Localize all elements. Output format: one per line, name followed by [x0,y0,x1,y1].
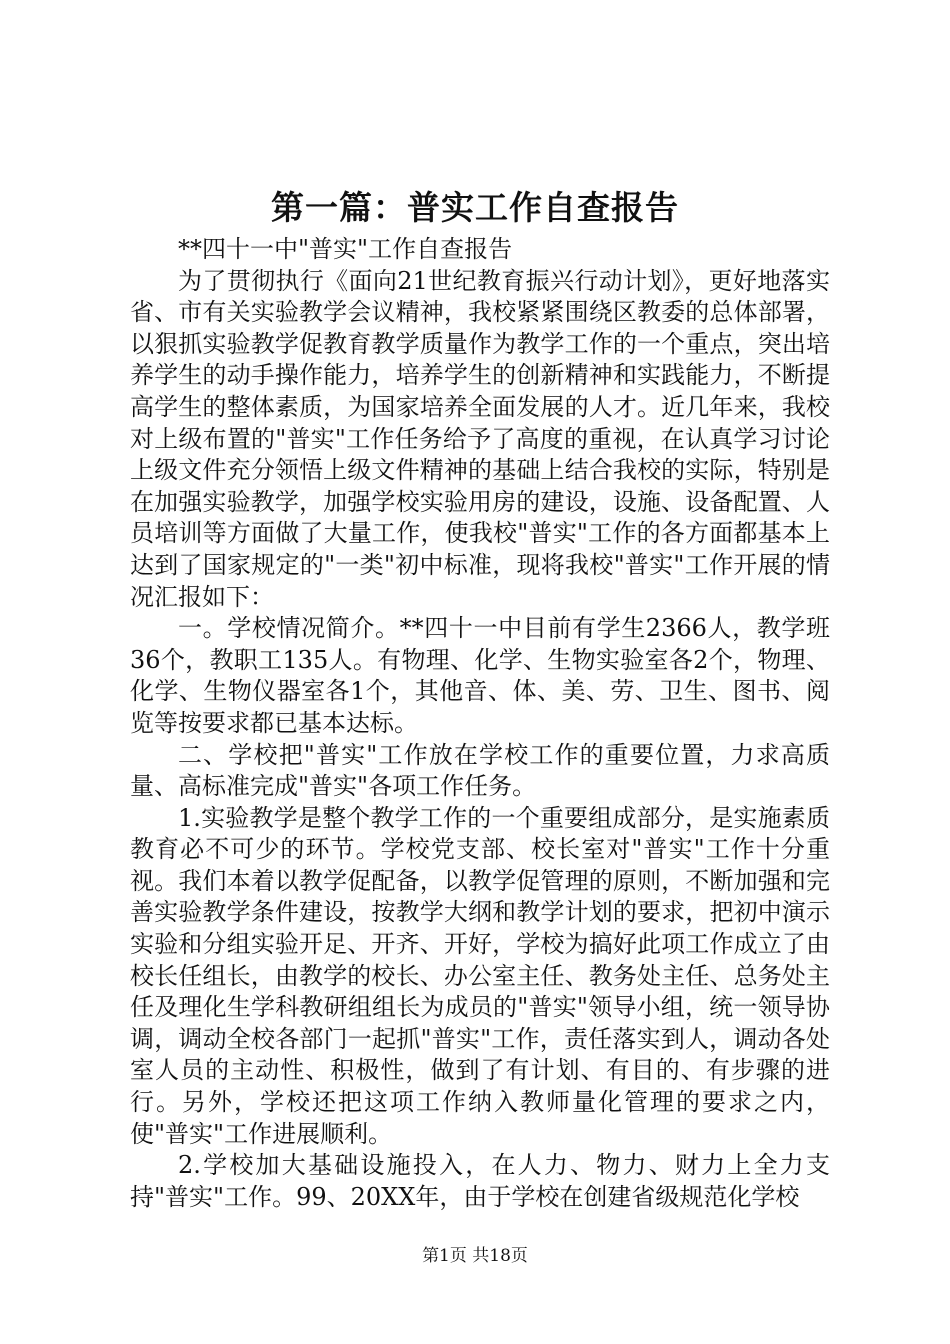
document-body [130,234,830,1213]
paragraph-item-1: 1.实验教学是整个教学工作的一个重要组成部分，是实施素质教育必不可少的环节。学校党支部、校长室对"普实"工作十分重视。我们本着以教学促配备，以教学促管理的原则，不断加强和完善实验教学条件建设，按教学大纲和教学计划的要求，把初中演示实验和分组实验开足、开齐、开好，学校为搞好此项工作成立了由校长任组长，由教学的校长、办公室主任、教务处主任、总务处主任及理化生学科教研组组长为成员的"普实"领导小组，统一领导协调，调动全校各部门一起抓"普实"工作，责任落实到人，调动各处室人员的主动性、积极性，做到了有计划、有目的、有步骤的进行。另外，学校还把这项工作纳入教师量化管理的要求之内，使"普实"工作进展顺利。 [130,803,830,1148]
paragraph-item-2: 2.学校加大基础设施投入，在人力、物力、财力上全力支持"普实"工作。99、20XX年，由于学校在创建省级规范化学校 [130,1151,830,1211]
page-footer: 第1页 共18页 [422,1246,528,1266]
document-title: 第一篇：普实工作自查报告 [271,188,679,227]
document-subtitle: **四十一中"普实"工作自查报告 [178,235,513,263]
paragraph-section-2: 二、学校把"普实"工作放在学校工作的重要位置，力求高质量、高标准完成"普实"各项工作任务。 [130,740,830,801]
paragraph-intro: 为了贯彻执行《面向21世纪教育振兴行动计划》，更好地落实省、市有关实验教学会议精神，我校紧紧围绕区教委的总体部署，以狠抓实验教学促教育教学质量作为教学工作的一个重点，突出培养学生的动手操作能力，培养学生的创新精神和实践能力，不断提高学生的整体素质，为国家培养全面发展的人才。近几年来，我校对上级布置的"普实"工作任务给予了高度的重视，在认真学习讨论上级文件充分领悟上级文件精神的基础上结合我校的实际，特别是在加强实验教学，加强学校实验用房的建设，设施、设备配置、人员培训等方面做了大量工作，使我校"普实"工作的各方面都基本上达到了国家规定的"一类"初中标准，现将我校"普实"工作开展的情况汇报如下： [130,266,830,611]
paragraph-section-1: 一。学校情况简介。**四十一中目前有学生2366人，教学班36个，教职工135人。有物理、化学、生物实验室各2个，物理、化学、生物仪器室各1个，其他音、体、美、劳、卫生、图书、阅览等按要求都已基本达标。 [130,614,830,737]
